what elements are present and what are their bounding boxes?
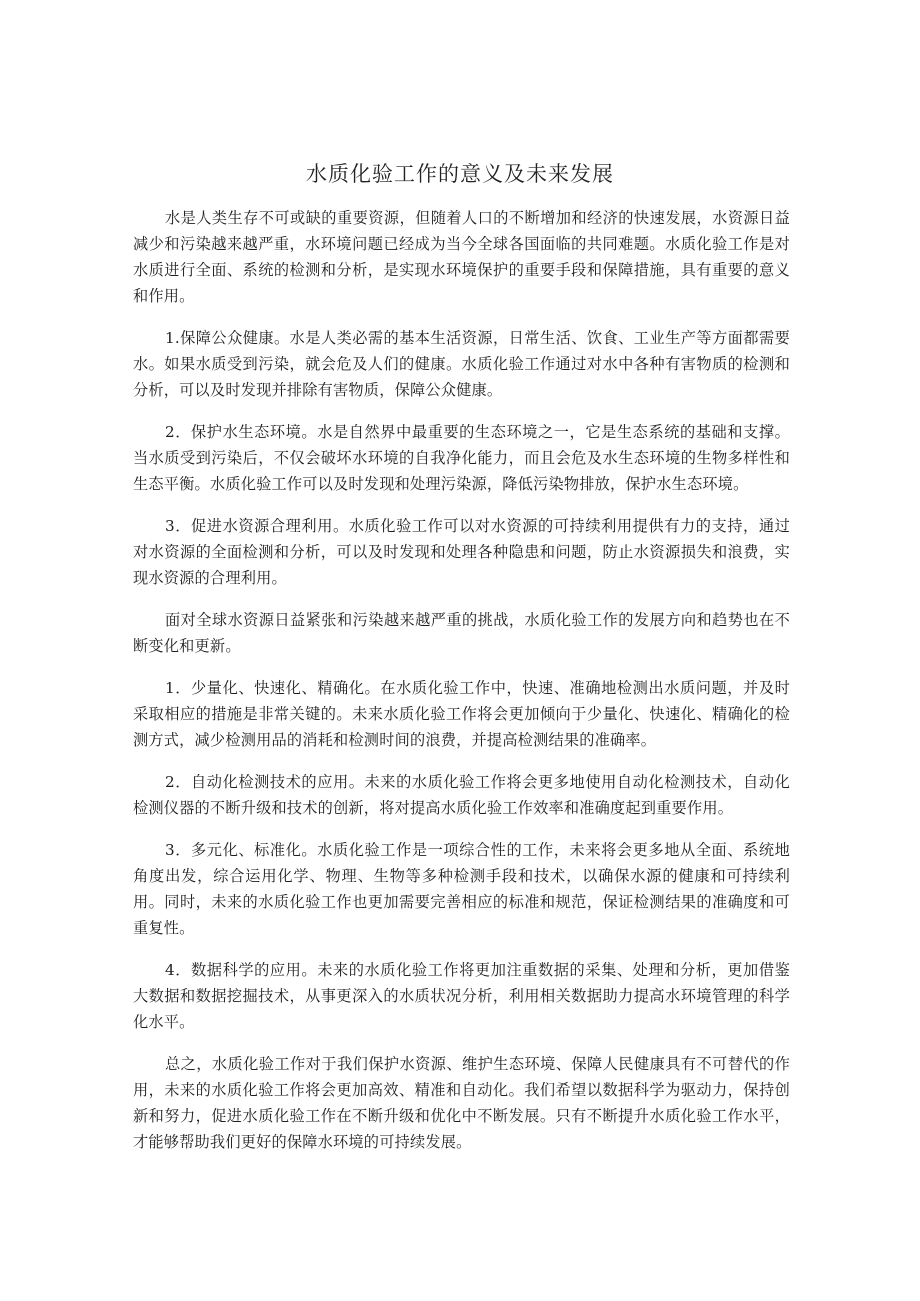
significance-item-3: 3．促进水资源合理利用。水质化验工作可以对水资源的可持续利用提供有力的支持，通过对水资源的全面检测和分析，可以及时发现和处理各种隐患和问题，防止水资源损失和浪费，实现水资源的合理利用。 <box>133 517 790 587</box>
development-intro-paragraph: 面对全球水资源日益紧张和污染越来越严重的挑战，水质化验工作的发展方向和趋势也在不断变化和更新。 <box>133 611 790 655</box>
document-title: 水质化验工作的意义及未来发展 <box>306 162 614 186</box>
conclusion-paragraph: 总之，水质化验工作对于我们保护水资源、维护生态环境、保障人民健康具有不可替代的作用，未来的水质化验工作将会更加高效、精准和自动化。我们希望以数据科学为驱动力，保持创新和努力，促进水质化验工作在不断升级和优化中不断发展。只有不断提升水质化验工作水平，才能够帮助我们更好的保障水环境的可持续发展。 <box>133 1055 790 1151</box>
development-item-2: 2．自动化检测技术的应用。未来的水质化验工作将会更多地使用自动化检测技术，自动化检测仪器的不断升级和技术的创新，将对提高水质化验工作效率和准确度起到重要作用。 <box>133 773 790 817</box>
document-body <box>133 205 790 1171</box>
significance-item-2: 2．保护水生态环境。水是自然界中最重要的生态环境之一，它是生态系统的基础和支撑。当水质受到污染后，不仅会破坏水环境的自我净化能力，而且会危及水生态环境的生物多样性和生态平衡。水质化验工作可以及时发现和处理污染源，降低污染物排放，保护水生态环境。 <box>133 423 790 493</box>
development-item-4: 4．数据科学的应用。未来的水质化验工作将更加注重数据的采集、处理和分析，更加借鉴大数据和数据挖掘技术，从事更深入的水质状况分析，利用相关数据助力提高水环境管理的科学化水平。 <box>133 961 790 1031</box>
significance-item-1: 1.保障公众健康。水是人类必需的基本生活资源，日常生活、饮食、工业生产等方面都需要水。如果水质受到污染，就会危及人们的健康。水质化验工作通过对水中各种有害物质的检测和分析，可以及时发现并排除有害物质，保障公众健康。 <box>133 329 790 399</box>
intro-paragraph: 水是人类生存不可或缺的重要资源，但随着人口的不断增加和经济的快速发展，水资源日益减少和污染越来越严重，水环境问题已经成为当今全球各国面临的共同难题。水质化验工作是对水质进行全面、系统的检测和分析，是实现水环境保护的重要手段和保障措施，具有重要的意义和作用。 <box>133 209 790 305</box>
development-item-3: 3．多元化、标准化。水质化验工作是一项综合性的工作，未来将会更多地从全面、系统地角度出发，综合运用化学、物理、生物等多种检测手段和技术，以确保水源的健康和可持续利用。同时，未来的水质化验工作也更加需要完善相应的标准和规范，保证检测结果的准确度和可重复性。 <box>133 841 790 937</box>
development-item-1: 1．少量化、快速化、精确化。在水质化验工作中，快速、准确地检测出水质问题，并及时采取相应的措施是非常关键的。未来水质化验工作将会更加倾向于少量化、快速化、精确化的检测方式，减少检测用品的消耗和检测时间的浪费，并提高检测结果的准确率。 <box>133 679 790 749</box>
